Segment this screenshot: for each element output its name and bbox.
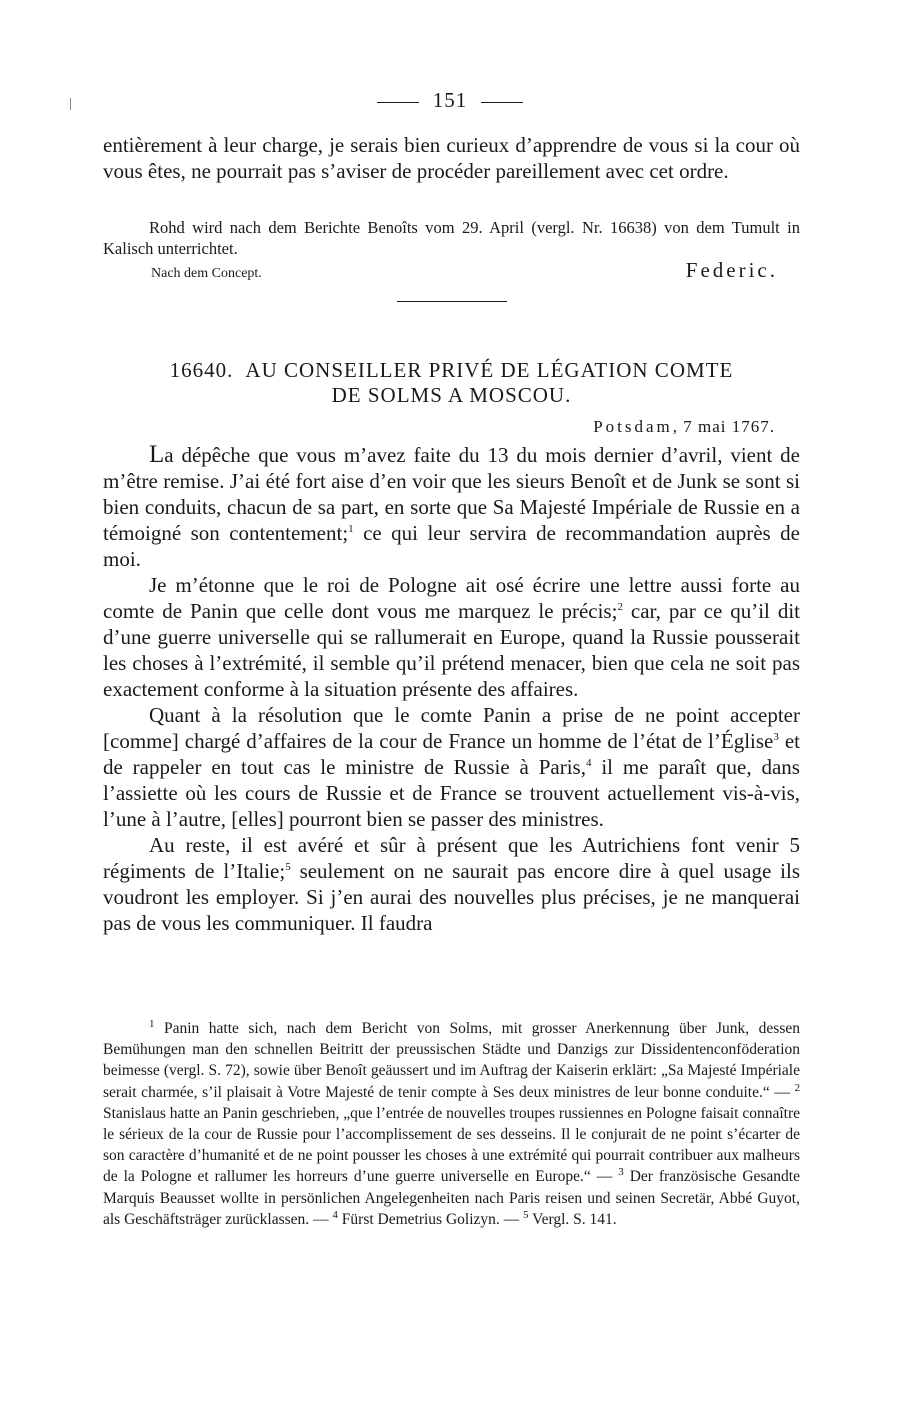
- footnote-3: Der französische Gesandte Marquis Beausset wollte in persönlichen Angelegenheiten nach Paris reisen und seinen Secretär, Abbé Guyot, als Geschäftsträger zurücklassen. —: [103, 1168, 800, 1228]
- paragraph-1: [103, 442, 800, 572]
- paragraph-2-text-b: car, par ce qu’il dit d’une guerre universelle qui se rallumerait en Europe, quand la Russie pousserait les choses à l’extrémité, il semble qu’il prétend menacer, bien que cela ne soit pas exactement conforme à la situation présente des affaires.: [103, 599, 800, 701]
- place-date: Potsdam, 7 mai 1767.: [593, 417, 775, 436]
- footnote-ref-1: 1: [348, 523, 354, 535]
- paragraph-1-text-a: a dépêche que vous m’avez faite du 13 du mois dernier d’avril, vient de m’être remise. J’ai été fort aise d’en voir que les sieurs Benoît et de Junk se sont si bien conduits, chacun de sa part, en sorte que Sa Majesté Impériale de Russie en a témoigné son contentement;: [103, 443, 800, 545]
- footnote-mark-3: 3: [618, 1166, 624, 1179]
- heading-line-1: [103, 358, 800, 383]
- page-header: [0, 88, 900, 113]
- letter-body: [103, 442, 800, 936]
- footnote-4: Fürst Demetrius Golizyn. —: [337, 1210, 524, 1228]
- paragraph-2: [103, 572, 800, 702]
- place: Potsdam: [593, 417, 673, 436]
- footnote-mark-4: 4: [332, 1208, 338, 1221]
- header-dash-left: [377, 102, 419, 103]
- paragraph-3-text-a: Quant à la résolution que le comte Panin a prise de ne point accepter [comme] chargé d’affaires de la cour de France un homme de l’état de l’Église: [103, 703, 800, 753]
- paragraph-4-text-b: seulement on ne saurait pas encore dire à quel usage ils voudront les employer. Si j’en aurai des nouvelles plus précises, je ne manquerai pas de vous les communiquer. Il faudra: [103, 859, 800, 935]
- section-divider: [397, 301, 507, 302]
- editorial-note: Rohd wird nach dem Berichte Benoîts vom 29. April (vergl. Nr. 16638) von dem Tumult in Kalisch unterrichtet.: [103, 218, 800, 258]
- paragraph-3-text-c: il me paraît que, dans l’assiette où les cours de Russie et de France se trouvent actuellement vis-à-vis, l’une à l’autre, [elles] pourront bien se passer des ministres.: [103, 755, 800, 831]
- page-number: 151: [432, 88, 468, 112]
- concept-note: Nach dem Concept.: [151, 266, 262, 281]
- footnote-1: Panin hatte sich, nach dem Bericht von Solms, mit grosser Anerkennung über Junk, dessen Bemühungen man den schnellen Beitritt der preussischen Städte und Danzigs zur Dissidentenconföderation beimesse (vergl. S. 72), sowie über Benoît geäussert und im Auftrag der Kaiserin erklärt: „Sa Majesté Impériale serait charmée, s’il plaisait à Votre Majesté de tenir compte à Ses deux ministres de leur bonne conduite.“ —: [103, 1020, 800, 1101]
- footnote-2: Stanislaus hatte an Panin geschrieben, „que l’entrée de nouvelles troupes russiennes en Pologne faisait connaître le sérieux de la cour de Russie pour l’accomplissement de ses desseins. Il le conjurait de ne point s’écarter de son caractère d’humanité et de ne point pousser les choses à une extrémité qui pourrait contribuer aux malheurs de la Pologne et rallumer les horreurs d’une guerre universelle en Europe.“ —: [103, 1104, 800, 1186]
- heading-title-1: AU CONSEILLER PRIVÉ DE LÉGATION COMTE: [245, 358, 734, 382]
- header-dash-right: [481, 102, 523, 103]
- footnote-ref-2: 2: [617, 601, 623, 613]
- footnote-ref-4: 4: [585, 757, 592, 769]
- footnote-ref-3: 3: [773, 731, 779, 743]
- letter-heading: [103, 358, 800, 408]
- footnote-ref-5: 5: [285, 861, 291, 873]
- paragraph-3-text-b: et de rappeler en tout cas le ministre de Russie à Paris,: [103, 729, 800, 779]
- signature: Federic.: [685, 258, 778, 282]
- initial-capital: L: [149, 441, 165, 468]
- paragraph-3: [103, 702, 800, 832]
- heading-title-2: DE SOLMS A MOSCOU.: [331, 383, 572, 407]
- paragraph-1-text-b: ce qui leur servira de recommandation auprès de moi.: [103, 521, 800, 571]
- footnote-mark-5: 5: [523, 1208, 529, 1221]
- footnote-5: Vergl. S. 141.: [528, 1210, 617, 1228]
- paragraph-4: [103, 832, 800, 936]
- footnote-mark-1: 1: [149, 1017, 155, 1030]
- continuation-text: entièrement à leur charge, je serais bien curieux d’apprendre de vous si la cour où vous êtes, ne pourrait pas s’aviser de procéder pareillement avec cet ordre.: [103, 133, 800, 183]
- paragraph-4-text-a: Au reste, il est avéré et sûr à présent que les Autrichiens font venir 5 régiments de l’Italie;: [103, 833, 800, 883]
- footnotes: [103, 1018, 800, 1230]
- paragraph-2-text-a: Je m’étonne que le roi de Pologne ait osé écrire une lettre aussi forte au comte de Panin que celle dont vous me marquez le précis;: [103, 573, 800, 623]
- concept-row: [103, 258, 800, 286]
- footnote-mark-2: 2: [794, 1081, 800, 1094]
- date: 7 mai 1767.: [683, 417, 775, 436]
- letter-number: 16640.: [169, 358, 234, 382]
